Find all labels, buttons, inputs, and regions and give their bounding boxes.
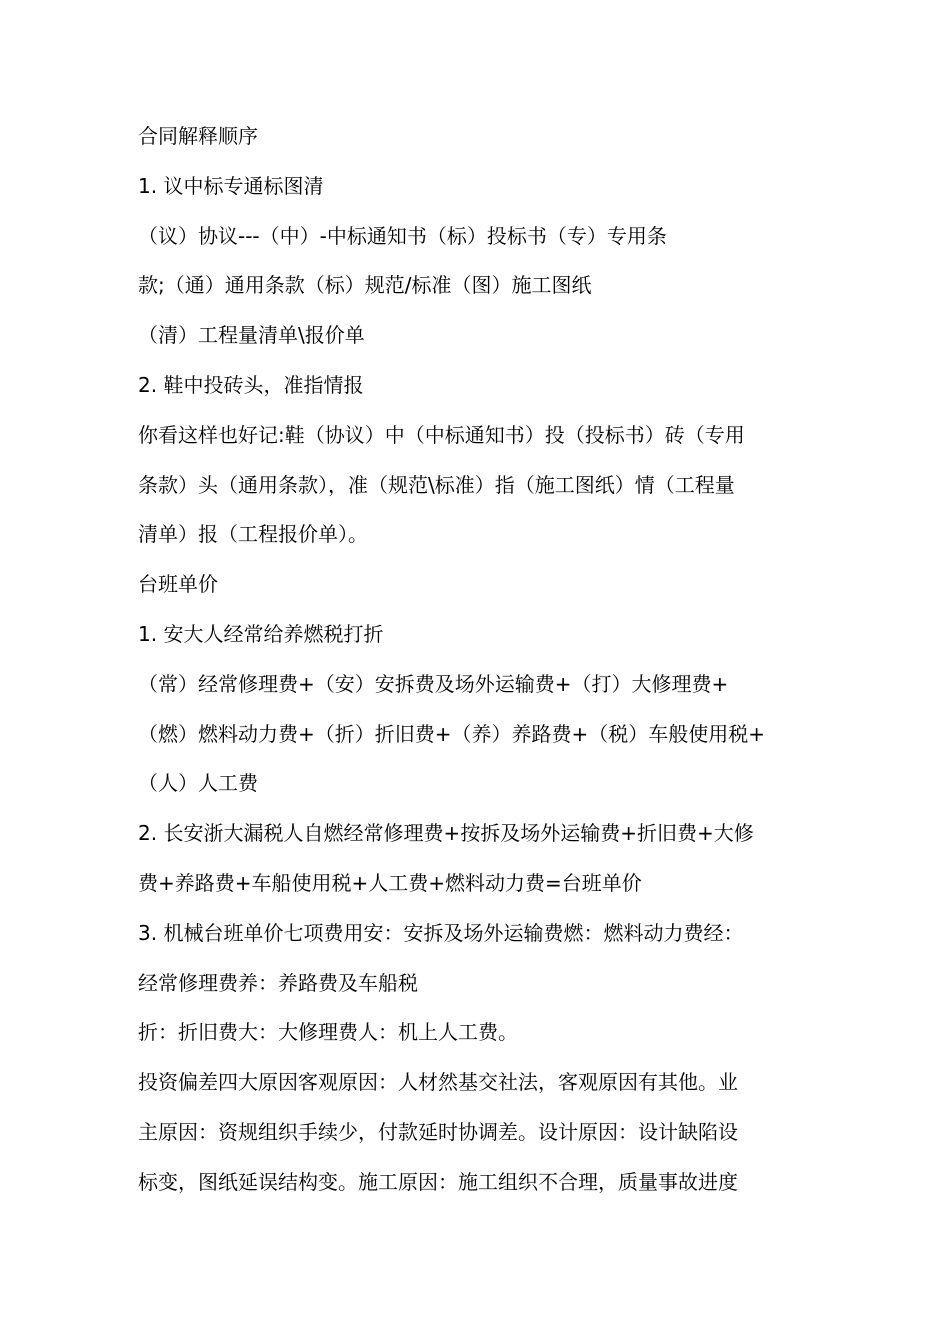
- list-item-3: 3. 机械台班单价七项费用安：安拆及场外运输费燃：燃料动力费经：: [138, 920, 744, 945]
- paragraph-line: 折：折旧费大：大修理费人：机上人工费。: [138, 1020, 518, 1045]
- paragraph-line: 款;（通）通用条款（标）规范/标准（图）施工图纸: [138, 273, 592, 298]
- paragraph-line: （燃）燃料动力费+（折）折旧费+（养）养路费+（税）车般使用税+: [138, 721, 766, 746]
- list-item-1: 1. 安大人经常给养燃税打折: [138, 621, 384, 646]
- paragraph-line: （清）工程量清单\报价单: [138, 323, 365, 348]
- paragraph-line: 条款）头（通用条款），准（规范\标准）指（施工图纸）情（工程量: [138, 472, 735, 497]
- paragraph-line: （常）经常修理费+（安）安拆费及场外运输费+（打）大修理费+: [138, 671, 729, 696]
- list-item-1: 1. 议中标专通标图清: [138, 173, 324, 198]
- document-body: [138, 112, 828, 1208]
- paragraph-line: 经常修理费养：养路费及车船税: [138, 970, 418, 995]
- paragraph-line: 清单）报（工程报价单）。: [138, 522, 368, 547]
- paragraph-line: 费+养路费+车船使用税+人工费+燃料动力费=台班单价: [138, 870, 642, 895]
- paragraph-line: 标变，图纸延误结构变。施工原因：施工组织不合理，质量事故进度: [138, 1169, 738, 1194]
- paragraph-line: （人）人工费: [138, 771, 258, 796]
- paragraph-line: 你看这样也好记:鞋（协议）中（中标通知书）投（投标书）砖（专用: [138, 422, 745, 447]
- paragraph-line: 主原因：资规组织手续少，付款延时协调差。设计原因：设计缺陷设: [138, 1119, 738, 1144]
- list-item-2: 2. 鞋中投砖头，准指情报: [138, 372, 364, 397]
- section-title-contract-order: 合同解释顺序: [138, 124, 258, 148]
- section-title-shift-price: 台班单价: [138, 572, 218, 597]
- paragraph-line: 投资偏差四大原因客观原因：人材然基交社法，客观原因有其他。业: [138, 1070, 738, 1095]
- paragraph-line: （议）协议---（中）-中标通知书（标）投标书（专）专用条: [138, 223, 667, 248]
- list-item-2: 2. 长安浙大漏税人自燃经常修理费+按拆及场外运输费+折旧费+大修: [138, 821, 754, 846]
